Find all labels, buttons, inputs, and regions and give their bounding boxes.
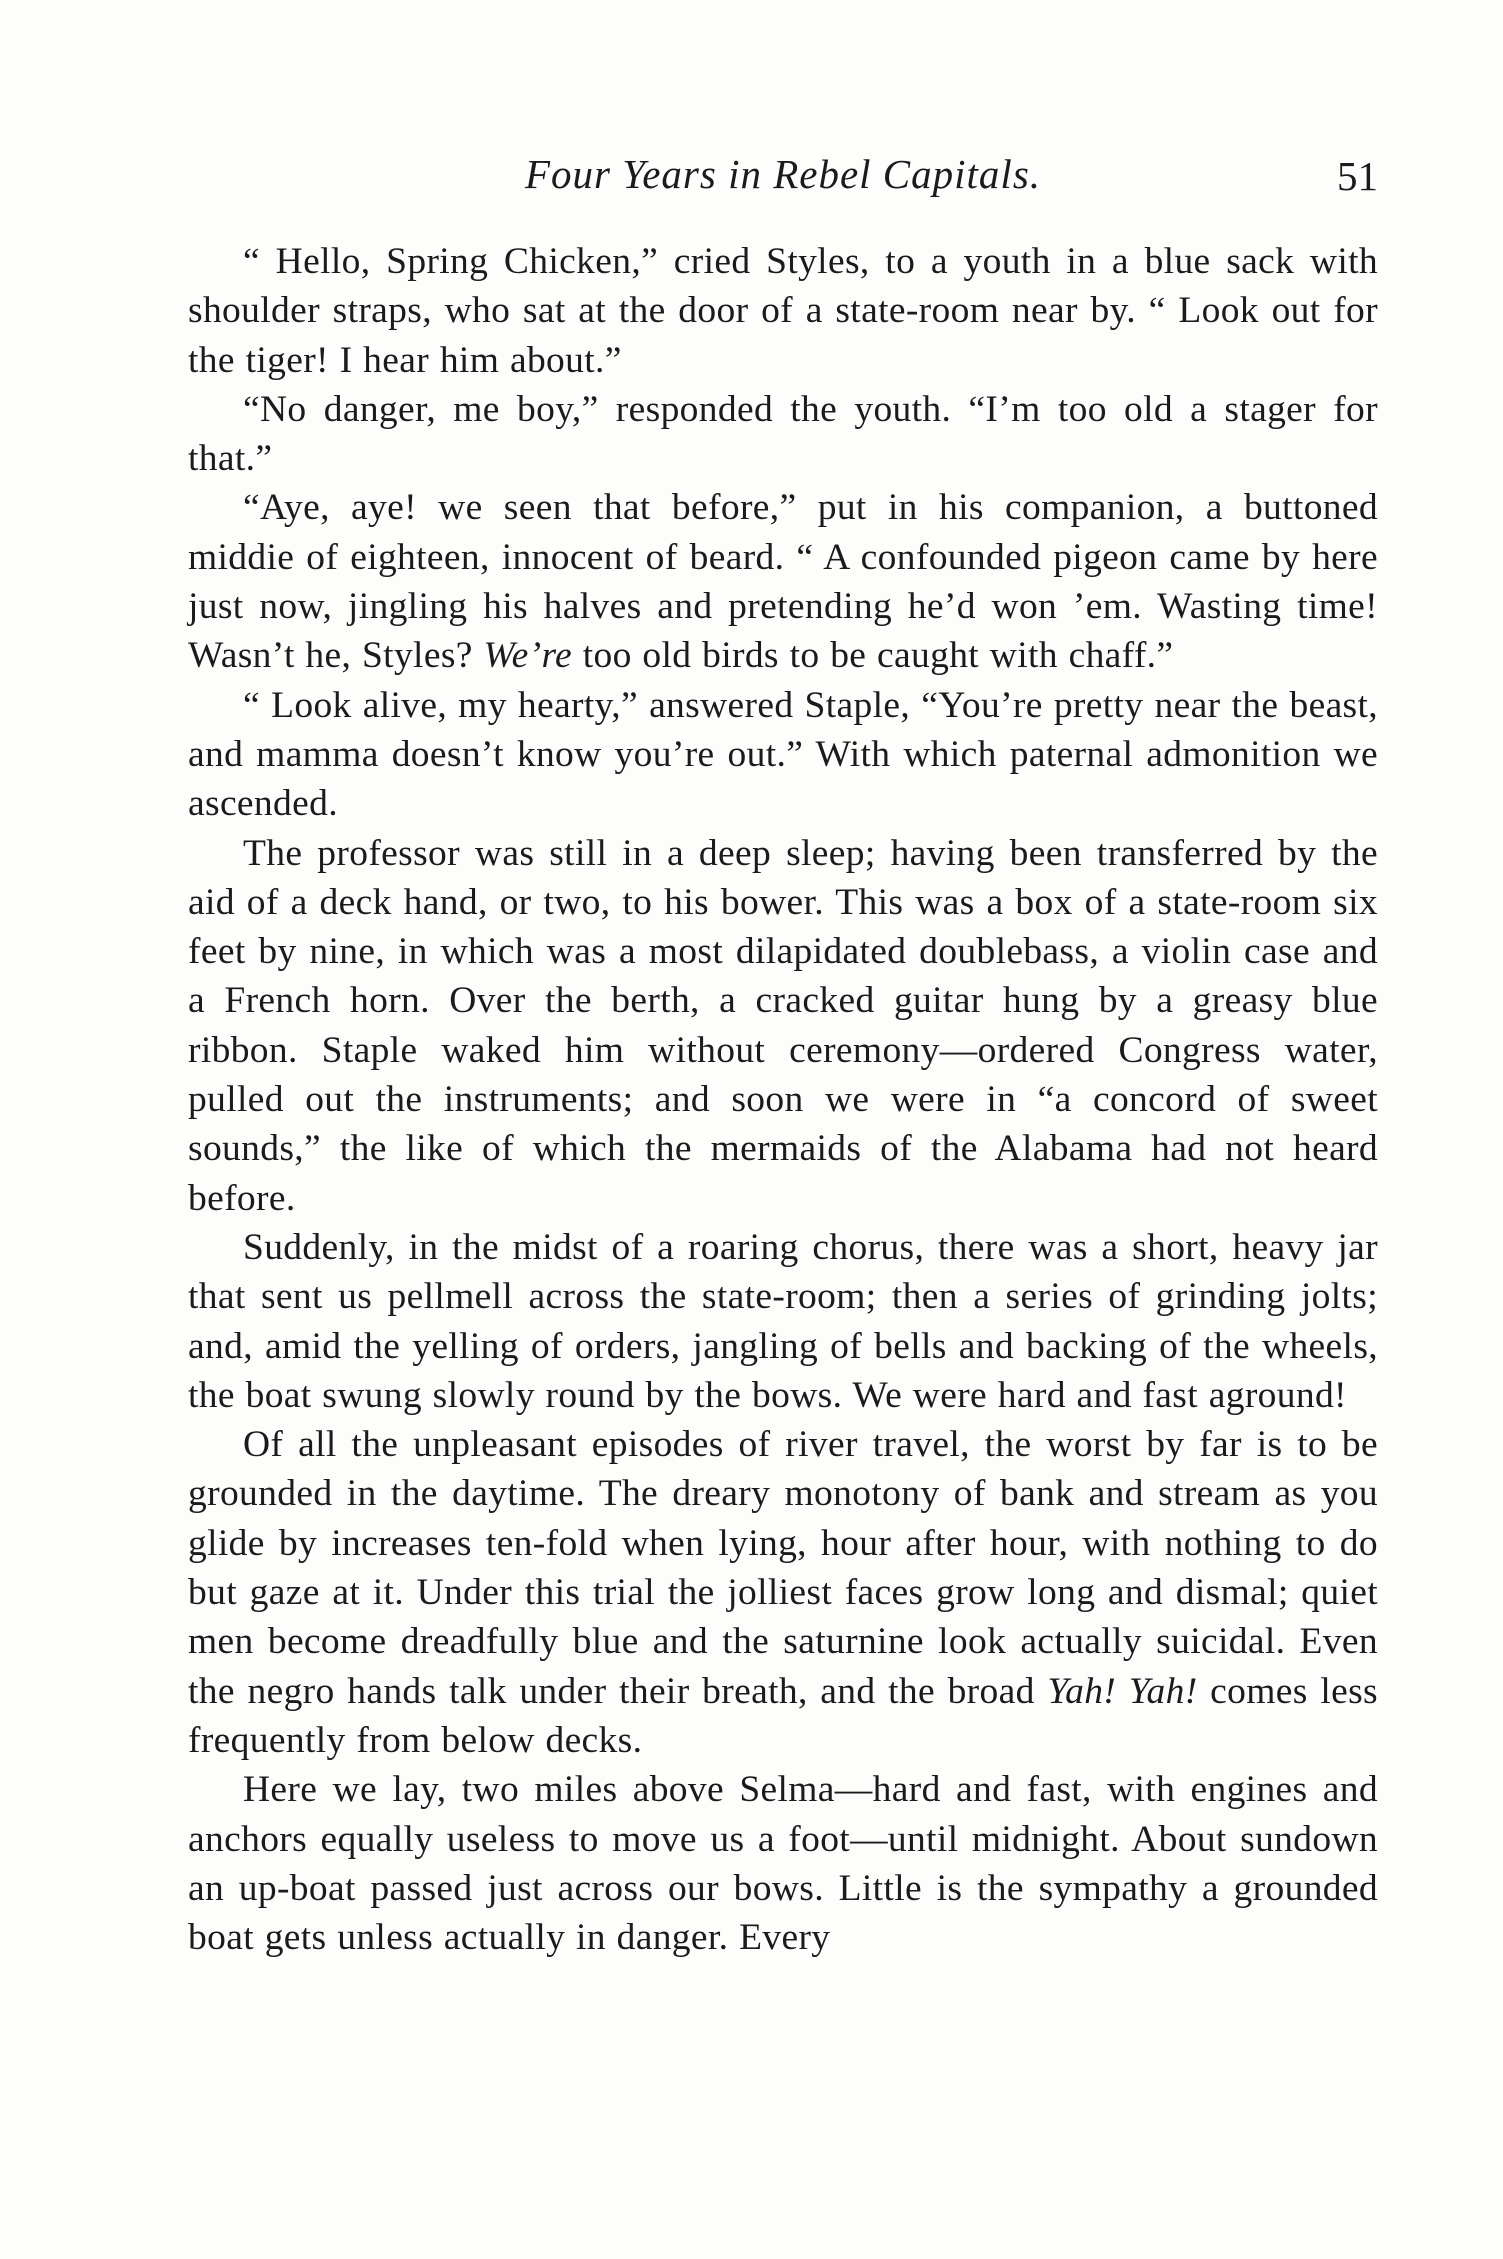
paragraph-3 [188, 483, 1378, 680]
paragraph-7 [188, 1420, 1378, 1765]
paragraph-2: “No danger, me boy,” responded the youth. “I’m too old a stager for that.” [188, 388, 1378, 480]
paragraph-3-text-after: too old birds to be caught with chaff.” [572, 635, 1174, 677]
paragraph-5: The professor was still in a deep sleep; having been transferred by the aid of a deck hand, or two, to his bower. This was a box of a state-room six feet by nine, in which was a most dilapidated doublebass, a violin case and a French horn. Over the berth, a cracked guitar hung by a greasy blue ribbon. Staple waked him without ceremony—ordered Congress water, pulled out the instruments; and soon we were in “a concord of sweet sounds,” the like of which the mermaids of the Alabama had not heard before. [188, 832, 1378, 1219]
body-text [188, 237, 1378, 1962]
paragraph-3-text-before: “Aye, aye! we seen that before,” put in his companion, a buttoned middie of eighteen, innocent of beard. “ A confounded pigeon came by here just now, jingling his halves and pretending he’d won ’em. Wasting time! Wasn’t he, Styles? [188, 487, 1378, 677]
page-header [188, 150, 1378, 210]
paragraph-7-text-before: Of all the unpleasant episodes of river travel, the worst by far is to be grounded in the daytime. The dreary monotony of bank and stream as you glide by increases ten-fold when lying, hour after hour, with nothing to do but gaze at it. Under this trial the jolliest faces grow long and dismal; quiet men become dreadfully blue and the saturnine look actually suicidal. Even the negro hands talk under their breath, and the broad [188, 1424, 1378, 1712]
page-number: 51 [1337, 153, 1378, 199]
paragraph-7-text-after: comes less frequently from below decks. [188, 1670, 1378, 1761]
paragraph-8: Here we lay, two miles above Selma—hard and fast, with engines and anchors equally useless to move us a foot—until midnight. About sundown an up-boat passed just across our bows. Little is the sympathy a grounded boat gets unless actually in danger. Every [188, 1769, 1378, 1959]
paragraph-3-italic: We’re [483, 635, 573, 677]
paragraph-1: “ Hello, Spring Chicken,” cried Styles, to a youth in a blue sack with shoulder straps, who sat at the door of a state-room near by. “ Look out for the tiger! I hear him about.” [188, 241, 1378, 381]
paragraph-6: Suddenly, in the midst of a roaring chorus, there was a short, heavy jar that sent us pellmell across the state-room; then a series of grinding jolts; and, amid the yelling of orders, jangling of bells and backing of the wheels, the boat swung slowly round by the bows. We were hard and fast aground! [188, 1226, 1378, 1416]
paragraph-7-italic: Yah! Yah! [1047, 1670, 1198, 1712]
running-title: Four Years in Rebel Capitals. [524, 151, 1042, 197]
paragraph-4: “ Look alive, my hearty,” answered Staple, “You’re pretty near the beast, and mamma doesn’t know you’re out.” With which paternal admonition we ascended. [188, 684, 1378, 825]
